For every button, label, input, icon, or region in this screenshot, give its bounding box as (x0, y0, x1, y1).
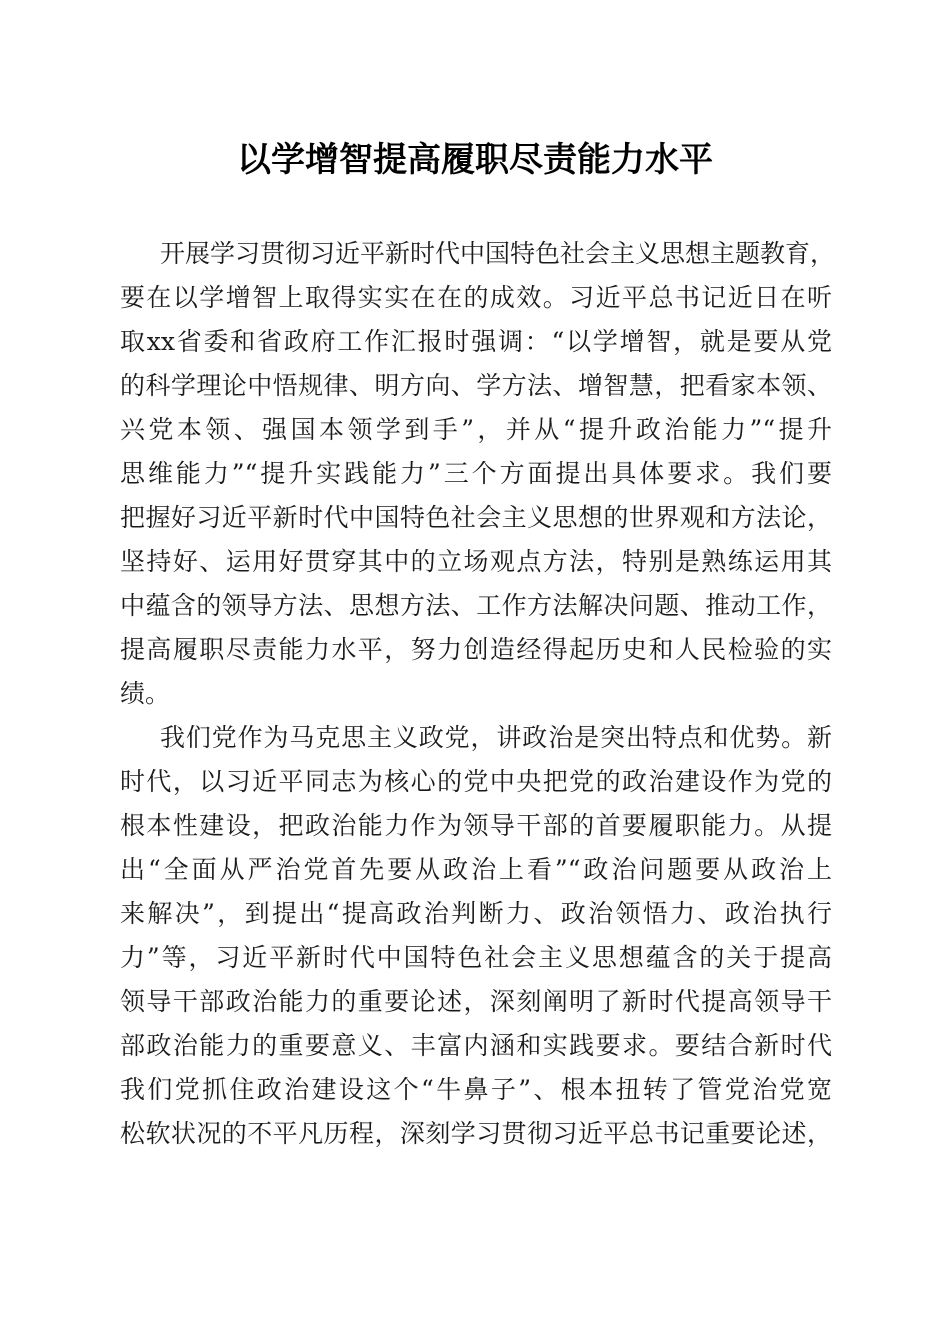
text-line: 领导干部政治能力的重要论述，深刻阐明了新时代提高领导干 (120, 987, 832, 1016)
text-line: 来解决”，到提出“提高政治判断力、政治领悟力、政治执行 (120, 899, 832, 928)
text-line: 开展学习贯彻习近平新时代中国特色社会主义思想主题教育， (160, 239, 836, 268)
text-line: 提高履职尽责能力水平，努力创造经得起历史和人民检验的实 (120, 635, 832, 664)
text-line: 兴党本领、强国本领学到手”，并从“提升政治能力”“提升 (120, 415, 832, 444)
text-line: 中蕴含的领导方法、思想方法、工作方法解决问题、推动工作， (120, 591, 832, 620)
text-line: 时代，以习近平同志为核心的党中央把党的政治建设作为党的 (120, 767, 832, 796)
paragraph-2 (120, 716, 832, 1156)
text-line: 要在以学增智上取得实实在在的成效。习近平总书记近日在听 (120, 283, 832, 312)
text-line: 松软状况的不平凡历程，深刻学习贯彻习近平总书记重要论述， (120, 1119, 832, 1148)
text-line: 我们党抓住政治建设这个“牛鼻子”、根本扭转了管党治党宽 (120, 1075, 832, 1104)
document-body (120, 232, 836, 1156)
text-line: 力”等，习近平新时代中国特色社会主义思想蕴含的关于提高 (120, 943, 832, 972)
text-line: 把握好习近平新时代中国特色社会主义思想的世界观和方法论， (120, 503, 832, 532)
text-line: 绩。 (120, 679, 171, 708)
text-line: 我们党作为马克思主义政党，讲政治是突出特点和优势。新 (160, 723, 832, 752)
text-line: 部政治能力的重要意义、丰富内涵和实践要求。要结合新时代 (120, 1031, 832, 1060)
document-title: 以学增智提高履职尽责能力水平 (237, 140, 713, 180)
text-line: 根本性建设，把政治能力作为领导干部的首要履职能力。从提 (120, 811, 832, 840)
text-line: 坚持好、运用好贯穿其中的立场观点方法，特别是熟练运用其 (120, 547, 832, 576)
paragraph-1 (120, 232, 836, 716)
text-line: 思维能力”“提升实践能力”三个方面提出具体要求。我们要 (120, 459, 832, 488)
text-line: 出“全面从严治党首先要从政治上看”“政治问题要从政治上 (120, 855, 832, 884)
text-line: 的科学理论中悟规律、明方向、学方法、增智慧，把看家本领、 (120, 371, 832, 400)
text-line: 取xx省委和省政府工作汇报时强调：“以学增智，就是要从党 (120, 327, 832, 356)
